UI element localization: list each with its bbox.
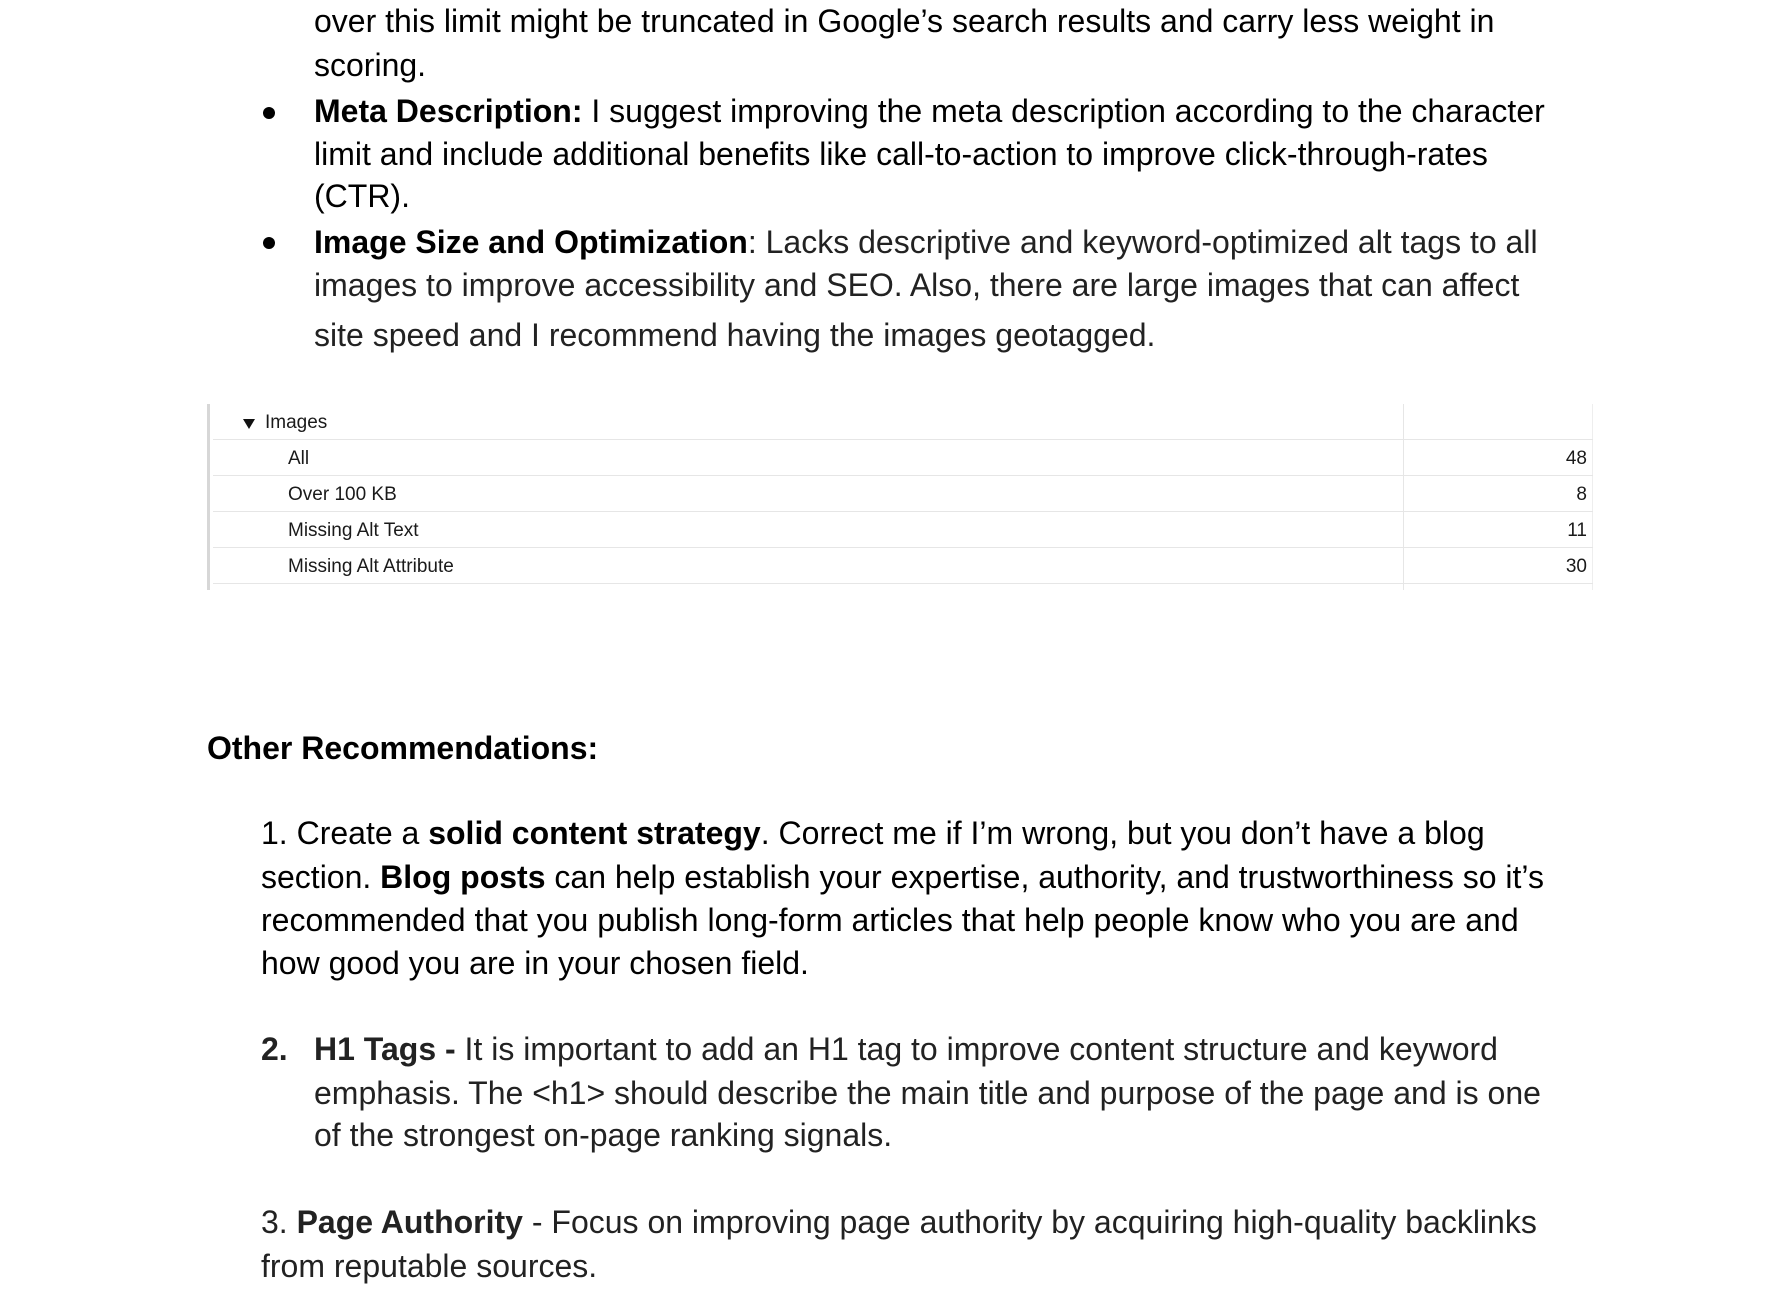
rec1-line2-rest: can help establish your expertise, authority, and trustworthiness so it’s xyxy=(545,859,1544,895)
title-tag-bullet-tail-line2: scoring. xyxy=(314,47,427,83)
recommendation-1-line4: how good you are in your chosen field. xyxy=(261,945,809,981)
rec3-bold: Page Authority xyxy=(296,1204,523,1240)
recommendation-3-line2: from reputable sources. xyxy=(261,1248,598,1284)
table-row[interactable] xyxy=(213,476,1593,512)
recommendation-2-line3: of the strongest on-page ranking signals. xyxy=(314,1117,893,1153)
image-size-line2: images to improve accessibility and SEO. Also, there are large images that can affect xyxy=(314,267,1520,303)
rec1-bold: solid content strategy xyxy=(428,815,761,851)
row-value: 30 xyxy=(1565,556,1587,577)
rec2-bold: H1 Tags - xyxy=(314,1031,456,1067)
row-label: Missing Alt Attribute xyxy=(288,556,454,577)
image-size-line3: site speed and I recommend having the images geotagged. xyxy=(314,317,1156,353)
images-report-table xyxy=(207,404,1593,590)
rec1-bold2: Blog posts xyxy=(380,859,546,895)
rec1-prefix: 1. Create a xyxy=(261,815,429,851)
rec1-line2-pre: section. xyxy=(261,859,381,895)
rec3-rest: - Focus on improving page authority by acquiring high-quality backlinks xyxy=(522,1204,1537,1240)
row-value: 11 xyxy=(1567,520,1587,541)
image-size-line1-text: : Lacks descriptive and keyword-optimized alt tags to all xyxy=(747,224,1538,260)
collapse-triangle-icon[interactable] xyxy=(243,419,255,429)
recommendation-1-line3: recommended that you publish long-form articles that help people know who you are and xyxy=(261,902,1519,938)
meta-description-line1-text: I suggest improving the meta description according to the character xyxy=(582,93,1545,129)
title-tag-bullet-tail-line1: over this limit might be truncated in Google’s search results and carry less weight in xyxy=(314,3,1495,39)
rec2-rest: It is important to add an H1 tag to improve content structure and keyword xyxy=(455,1031,1498,1067)
row-label: Missing Alt Text xyxy=(288,520,419,541)
meta-description-label: Meta Description: xyxy=(314,93,583,129)
recommendation-3-line1 xyxy=(261,1201,1537,1244)
recommendation-2-number: 2. xyxy=(261,1031,288,1067)
bullet-dot-meta-description xyxy=(263,107,275,119)
image-size-line1 xyxy=(314,221,1538,264)
image-size-label: Image Size and Optimization xyxy=(314,224,748,260)
table-row-images-header[interactable] xyxy=(213,404,1593,440)
row-label: All xyxy=(288,448,310,469)
row-value: 8 xyxy=(1576,484,1587,505)
meta-description-line2: limit and include additional benefits like call-to-action to improve click-through-rates xyxy=(314,136,1488,172)
recommendation-1-line1 xyxy=(261,812,1485,855)
recommendation-2-line2: emphasis. The <h1> should describe the main title and purpose of the page and is one xyxy=(314,1075,1541,1111)
bullet-dot-image-size xyxy=(263,237,275,249)
row-value: 48 xyxy=(1565,448,1587,469)
table-row[interactable] xyxy=(213,440,1593,476)
table-row[interactable] xyxy=(213,512,1593,548)
rec3-prefix: 3. xyxy=(261,1204,297,1240)
meta-description-line1 xyxy=(314,90,1545,133)
recommendation-2-line1 xyxy=(314,1028,1498,1071)
table-row[interactable] xyxy=(213,548,1593,584)
other-recommendations-heading: Other Recommendations: xyxy=(207,730,599,766)
images-header-label: Images xyxy=(265,412,328,433)
rec1-rest: . Correct me if I’m wrong, but you don’t have a blog xyxy=(760,815,1485,851)
row-label: Over 100 KB xyxy=(288,484,397,505)
meta-description-line3: (CTR). xyxy=(314,178,410,214)
recommendation-1-line2 xyxy=(261,856,1544,899)
